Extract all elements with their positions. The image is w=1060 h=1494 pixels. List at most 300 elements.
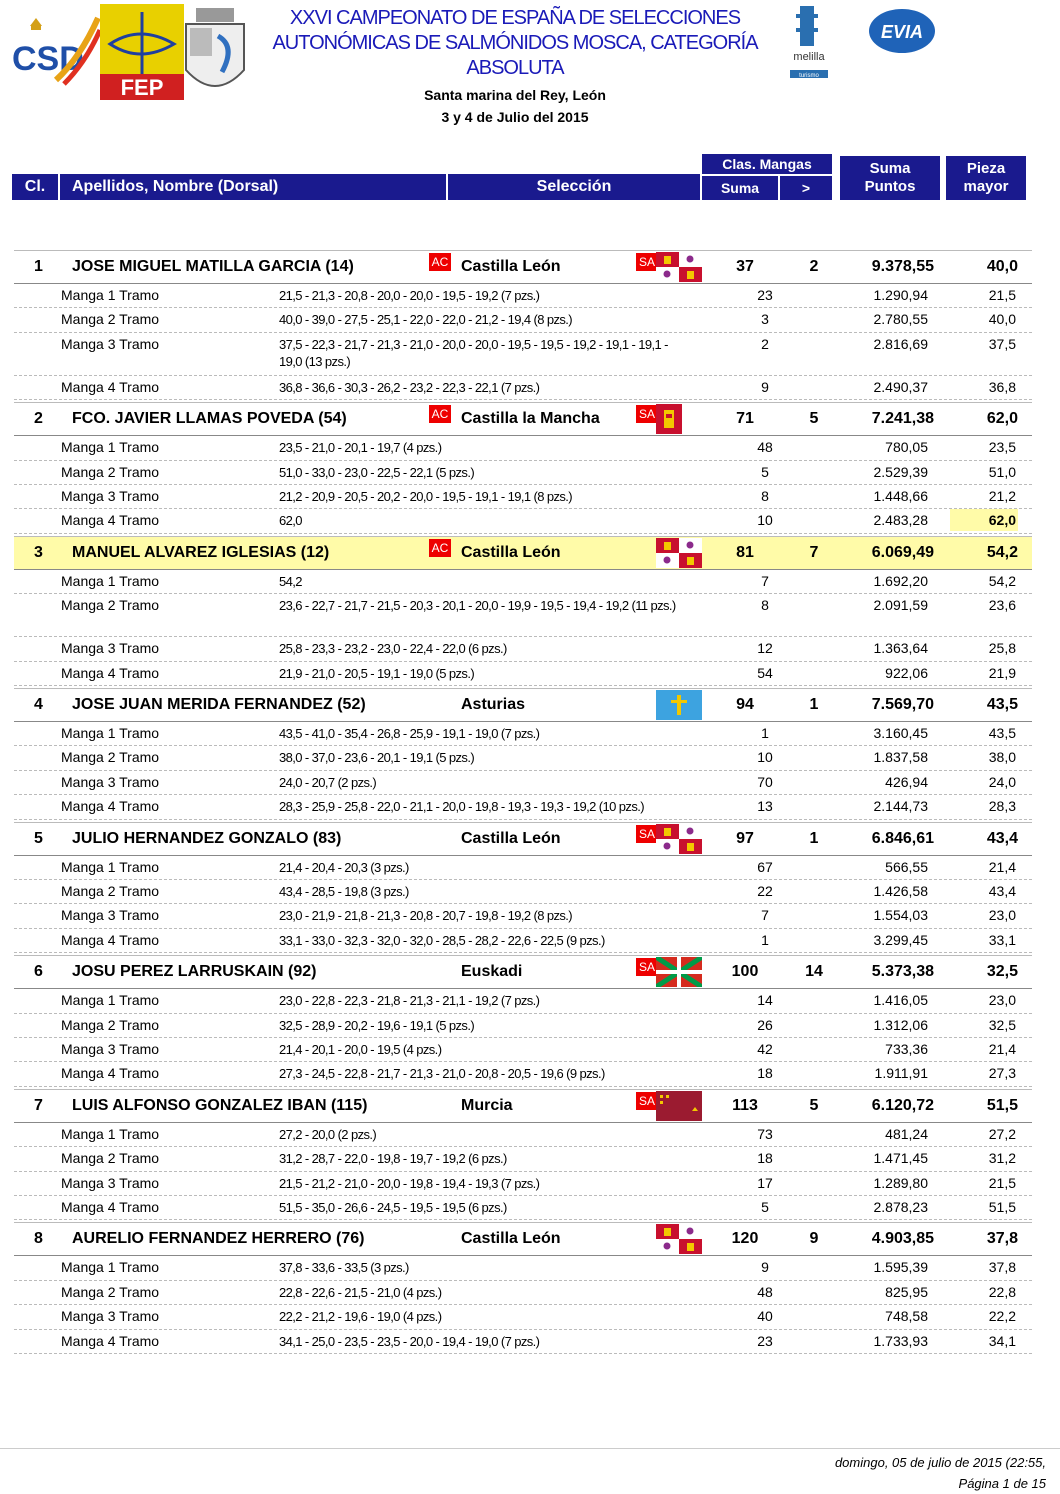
manga-row (14, 436, 1032, 460)
melilla-logo-icon (782, 4, 836, 80)
manga-position: 9 (761, 1259, 769, 1276)
manga-label: Manga 3 Tramo (61, 487, 160, 504)
manga-points: 1.426,58 (873, 882, 928, 899)
manga-pieza: 21,9 (988, 664, 1016, 681)
pieza-mayor: 43,5 (986, 696, 1018, 713)
competitor-block (14, 402, 1032, 534)
svg-text:EVIA: EVIA (880, 22, 924, 42)
competitor-row (14, 822, 1032, 856)
manga-pieza: 33,1 (988, 931, 1016, 948)
column-header (12, 154, 1028, 200)
manga-label: Manga 3 Tramo (61, 1040, 160, 1057)
manga-points: 2.529,39 (873, 463, 928, 480)
manga-label: Manga 4 Tramo (61, 512, 160, 529)
manga-catches: 28,3 - 25,9 - 25,8 - 22,0 - 21,1 - 20,0 - 19,8 - 19,3 - 19,3 - 19,2 (10 pzs.) (279, 799, 644, 815)
manga-row (14, 1256, 1032, 1280)
col-suma: Suma (702, 176, 778, 200)
manga-position: 10 (757, 749, 773, 766)
manga-pieza: 40,0 (988, 311, 1016, 328)
manga-pieza: 51,5 (988, 1198, 1016, 1215)
manga-row (14, 1305, 1032, 1329)
manga-catches: 22,8 - 22,6 - 21,5 - 21,0 (4 pzs.) (279, 1284, 442, 1300)
manga-points: 1.471,45 (873, 1150, 928, 1167)
manga-position: 18 (757, 1150, 773, 1167)
manga-pieza: 38,0 (988, 749, 1016, 766)
manga-points: 566,55 (885, 858, 928, 875)
castilla-leon-flag-icon (656, 538, 702, 568)
manga-points: 1.692,20 (873, 572, 928, 589)
castilla-leon-flag-icon (656, 1224, 702, 1254)
header-logos (10, 2, 250, 102)
competitor-name: JOSE JUAN MERIDA FERNANDEZ (52) (72, 696, 366, 713)
manga-catches: 21,4 - 20,4 - 20,3 (3 pzs.) (279, 859, 409, 875)
svg-text:FEP: FEP (120, 75, 164, 100)
title-block (260, 6, 770, 128)
suma-mangas: 97 (736, 829, 754, 847)
manga-position: 13 (757, 798, 773, 815)
manga-position: 5 (761, 463, 769, 480)
evia-logo-icon (868, 8, 936, 54)
manga-catches: 38,0 - 37,0 - 23,6 - 20,1 - 19,1 (5 pzs.) (279, 750, 475, 766)
mangas-gt: 5 (809, 410, 819, 428)
manga-row (14, 722, 1032, 746)
manga-position: 10 (757, 512, 773, 529)
manga-row (14, 509, 1032, 533)
suma-puntos: 5.373,38 (871, 963, 934, 981)
mangas-gt: 7 (809, 543, 819, 561)
manga-points: 2.878,23 (873, 1198, 928, 1215)
manga-label: Manga 1 Tramo (61, 992, 160, 1009)
col-clas-mangas: Clas. Mangas (702, 154, 832, 174)
manga-position: 42 (757, 1040, 773, 1057)
competitor-name: JULIO HERNANDEZ GONZALO (83) (72, 829, 342, 847)
manga-catches: 21,9 - 21,0 - 20,5 - 19,1 - 19,0 (5 pzs.) (279, 665, 475, 681)
manga-pieza: 21,2 (988, 487, 1016, 504)
manga-catches: 23,5 - 21,0 - 20,1 - 19,7 (4 pzs.) (279, 440, 442, 456)
rank: 8 (34, 1230, 43, 1248)
manga-pieza: 32,5 (988, 1016, 1016, 1033)
svg-text:turismo: turismo (799, 73, 819, 79)
competitor-block (14, 688, 1032, 820)
manga-label: Manga 3 Tramo (61, 1308, 160, 1325)
mangas-gt: 9 (809, 1230, 819, 1248)
sa-badge: SA (636, 405, 658, 423)
manga-points: 2.091,59 (873, 597, 928, 614)
csd-logo-icon (10, 8, 100, 92)
competitor-name: LUIS ALFONSO GONZALEZ IBAN (115) (72, 1096, 368, 1114)
manga-row (14, 284, 1032, 308)
title-line-3: ABSOLUTA (466, 57, 564, 79)
manga-row (14, 746, 1032, 770)
manga-position: 18 (757, 1065, 773, 1082)
manga-label: Manga 1 Tramo (61, 1125, 160, 1142)
suma-puntos: 7.569,70 (871, 696, 934, 713)
seleccion: Castilla León (461, 543, 561, 561)
manga-position: 48 (757, 1283, 773, 1300)
competitor-row (14, 1222, 1032, 1256)
manga-position: 7 (761, 907, 769, 924)
col-name: Apellidos, Nombre (Dorsal) (60, 174, 446, 200)
manga-label: Manga 3 Tramo (61, 1174, 160, 1191)
manga-position: 1 (761, 725, 769, 741)
ac-badge: AC (429, 405, 451, 423)
manga-pieza: 21,5 (988, 1174, 1016, 1191)
manga-row (14, 1147, 1032, 1171)
ac-badge: AC (429, 539, 451, 557)
manga-pieza: 21,4 (988, 858, 1016, 875)
rank: 6 (34, 963, 43, 981)
manga-position: 70 (757, 773, 773, 790)
manga-row (14, 485, 1032, 509)
manga-position: 22 (757, 882, 773, 899)
manga-catches: 25,8 - 23,3 - 23,2 - 23,0 - 22,4 - 22,0 (6 pzs.) (279, 641, 507, 657)
col-suma-puntos-1: Suma (869, 160, 911, 177)
manga-row (14, 1038, 1032, 1062)
manga-position: 67 (757, 858, 773, 875)
title-line-1: XXVI CAMPEONATO DE ESPAÑA DE SELECCIONES (289, 7, 741, 29)
manga-row (14, 1014, 1032, 1038)
competitor-row (14, 402, 1032, 436)
manga-position: 54 (757, 664, 773, 681)
manga-label: Manga 1 Tramo (61, 1259, 160, 1276)
pieza-mayor: 40,0 (986, 258, 1018, 275)
suma-puntos: 6.120,72 (871, 1096, 934, 1114)
manga-position: 3 (761, 311, 769, 328)
manga-row (14, 880, 1032, 904)
manga-row (14, 856, 1032, 880)
manga-row (14, 637, 1032, 661)
manga-catches: 40,0 - 39,0 - 27,5 - 25,1 - 22,0 - 22,0 - 21,2 - 19,4 (8 pzs.) (279, 312, 573, 328)
manga-position: 5 (761, 1198, 769, 1215)
col-pieza-2: mayor (963, 178, 1009, 195)
manga-position: 8 (761, 597, 769, 614)
manga-catches: 32,5 - 28,9 - 20,2 - 19,6 - 19,1 (5 pzs.) (279, 1017, 475, 1033)
suma-puntos: 4.903,85 (871, 1230, 934, 1248)
col-seleccion: Selección (448, 174, 700, 200)
manga-label: Manga 1 Tramo (61, 572, 160, 589)
ac-badge: AC (429, 253, 451, 271)
manga-catches: 23,6 - 22,7 - 21,7 - 21,5 - 20,3 - 20,1 - 20,0 - 19,9 - 19,5 - 19,4 - 19,2 (11 pzs.) (279, 598, 676, 614)
manga-row (14, 376, 1032, 400)
manga-row (14, 1196, 1032, 1220)
manga-pieza: 54,2 (988, 572, 1016, 589)
seleccion: Castilla León (461, 258, 561, 275)
manga-label: Manga 3 Tramo (61, 335, 160, 352)
manga-position: 2 (761, 335, 769, 352)
manga-catches: 24,0 - 20,7 (2 pzs.) (279, 774, 377, 790)
manga-points: 2.483,28 (873, 512, 928, 529)
competitor-row (14, 1089, 1032, 1123)
col-pieza-mayor (946, 156, 1026, 200)
footer-divider (0, 1448, 1060, 1449)
manga-label: Manga 2 Tramo (61, 463, 160, 480)
seleccion: Castilla León (461, 829, 561, 847)
manga-label: Manga 2 Tramo (61, 1150, 160, 1167)
suma-puntos: 6.846,61 (871, 829, 934, 847)
competitor-name: JOSU PEREZ LARRUSKAIN (92) (72, 963, 317, 981)
manga-label: Manga 2 Tramo (61, 1283, 160, 1300)
suma-puntos: 6.069,49 (871, 543, 934, 561)
manga-catches: 37,8 - 33,6 - 33,5 (3 pzs.) (279, 1260, 409, 1276)
manga-points: 3.299,45 (873, 931, 928, 948)
manga-points: 1.733,93 (873, 1332, 928, 1349)
footer-date: domingo, 05 de julio de 2015 (22:55, (834, 1455, 1046, 1470)
competitor-block (14, 1089, 1032, 1221)
suma-mangas: 71 (736, 410, 754, 428)
sa-badge: SA (636, 958, 658, 976)
manga-pieza: 27,2 (988, 1125, 1016, 1142)
manga-position: 48 (757, 439, 773, 456)
manga-pieza: 31,2 (988, 1150, 1016, 1167)
competitor-name: MANUEL ALVAREZ IGLESIAS (12) (72, 543, 330, 561)
competitor-name: JOSE MIGUEL MATILLA GARCIA (14) (72, 258, 354, 275)
manga-pieza: 37,5 (988, 335, 1016, 352)
suma-mangas: 120 (731, 1230, 759, 1248)
manga-pieza: 21,4 (988, 1040, 1016, 1057)
seleccion: Asturias (461, 696, 526, 713)
manga-label: Manga 4 Tramo (61, 378, 160, 395)
manga-position: 23 (757, 287, 773, 303)
manga-position: 12 (757, 640, 773, 657)
manga-row (14, 333, 1032, 376)
seleccion: Castilla León (461, 1230, 561, 1248)
manga-pieza: 43,5 (988, 725, 1016, 741)
col-gt: > (780, 176, 832, 200)
pieza-mayor: 51,5 (986, 1096, 1018, 1114)
manga-points: 426,94 (885, 773, 928, 790)
sa-badge: SA (636, 825, 658, 843)
castilla-leon-flag-icon (656, 824, 702, 854)
manga-pieza: 34,1 (988, 1332, 1016, 1349)
competitor-row (14, 536, 1032, 570)
manga-catches: 21,2 - 20,9 - 20,5 - 20,2 - 20,0 - 19,5 - 19,1 - 19,1 (8 pzs.) (279, 488, 573, 504)
pieza-mayor: 32,5 (986, 963, 1018, 981)
mangas-gt: 5 (809, 1096, 819, 1114)
pieza-mayor: 62,0 (986, 410, 1018, 428)
suma-mangas: 81 (736, 543, 754, 561)
svg-text:melilla: melilla (793, 51, 825, 63)
manga-position: 17 (757, 1174, 773, 1191)
competitor-row (14, 688, 1032, 722)
manga-label: Manga 2 Tramo (61, 1016, 160, 1033)
col-suma-puntos-2: Puntos (864, 178, 916, 195)
manga-row (14, 1330, 1032, 1354)
mangas-gt: 14 (805, 963, 823, 981)
manga-pieza: 62,0 (950, 509, 1018, 531)
manga-catches: 23,0 - 21,9 - 21,8 - 21,3 - 20,8 - 20,7 - 19,8 - 19,2 (8 pzs.) (279, 908, 573, 924)
manga-points: 1.911,91 (874, 1065, 928, 1082)
rank: 5 (34, 829, 43, 847)
sa-badge: SA (636, 1092, 658, 1110)
seleccion: Murcia (461, 1096, 513, 1114)
manga-points: 2.816,69 (873, 335, 928, 352)
competitor-block (14, 955, 1032, 1087)
manga-label: Manga 4 Tramo (61, 664, 160, 681)
manga-label: Manga 4 Tramo (61, 798, 160, 815)
dates: 3 y 4 de Julio del 2015 (441, 109, 589, 125)
manga-position: 40 (757, 1308, 773, 1325)
competitor-row (14, 955, 1032, 989)
manga-points: 1.416,05 (873, 992, 928, 1009)
manga-pieza: 28,3 (988, 798, 1016, 815)
manga-catches: 23,0 - 22,8 - 22,3 - 21,8 - 21,3 - 21,1 - 19,2 (7 pzs.) (279, 993, 540, 1009)
manga-points: 1.363,64 (873, 640, 928, 657)
mangas-gt: 2 (809, 258, 819, 275)
manga-points: 2.490,37 (873, 378, 928, 395)
footer-page: Página 1 de 15 (958, 1476, 1046, 1491)
manga-row (14, 904, 1032, 928)
manga-pieza: 36,8 (988, 378, 1016, 395)
castilla-leon-flag-icon (656, 252, 702, 282)
manga-pieza: 23,6 (988, 597, 1016, 614)
asturias-flag-icon (656, 690, 702, 720)
manga-catches: 51,0 - 33,0 - 23,0 - 22,5 - 22,1 (5 pzs.) (279, 464, 475, 480)
manga-pieza: 25,8 (988, 640, 1016, 657)
manga-pieza: 22,8 (988, 1283, 1016, 1300)
pieza-mayor: 37,8 (986, 1230, 1018, 1248)
manga-catches: 62,0 (279, 513, 302, 529)
manga-label: Manga 3 Tramo (61, 640, 160, 657)
competitor-block (14, 1222, 1032, 1354)
manga-pieza: 51,0 (988, 463, 1016, 480)
suma-mangas: 113 (732, 1096, 758, 1114)
seleccion: Euskadi (461, 963, 523, 981)
footer (835, 1452, 1046, 1494)
manga-catches: 43,5 - 41,0 - 35,4 - 26,8 - 25,9 - 19,1 - 19,0 (7 pzs.) (279, 726, 540, 741)
manga-points: 733,36 (885, 1040, 928, 1057)
manga-pieza: 21,5 (988, 287, 1016, 303)
manga-pieza: 27,3 (988, 1065, 1016, 1082)
suma-mangas: 94 (736, 696, 754, 713)
col-cl: Cl. (12, 174, 58, 200)
manga-points: 1.290,94 (873, 287, 928, 303)
rank: 7 (34, 1096, 43, 1114)
sa-badge: SA (636, 253, 658, 271)
manga-row (14, 1172, 1032, 1196)
manga-label: Manga 1 Tramo (61, 725, 160, 741)
manga-label: Manga 4 Tramo (61, 1198, 160, 1215)
manga-pieza: 23,0 (988, 992, 1016, 1009)
competitor-block (14, 822, 1032, 954)
manga-label: Manga 1 Tramo (61, 858, 160, 875)
competitor-name: FCO. JAVIER LLAMAS POVEDA (54) (72, 410, 347, 428)
manga-points: 825,95 (885, 1283, 928, 1300)
shield-logo-icon (182, 6, 248, 100)
manga-catches: 37,5 - 22,3 - 21,7 - 21,3 - 21,0 - 20,0 - 20,0 - 19,5 - 19,5 - 19,2 - 19,1 - 19,1 - 19,0 (13 pzs.) (279, 336, 668, 369)
competitor-name: AURELIO FERNANDEZ HERRERO (76) (72, 1230, 365, 1248)
manga-label: Manga 3 Tramo (61, 773, 160, 790)
manga-catches: 36,8 - 36,6 - 30,3 - 26,2 - 23,2 - 22,3 - 22,1 (7 pzs.) (279, 379, 540, 395)
manga-row (14, 662, 1032, 686)
manga-points: 1.448,66 (873, 487, 928, 504)
manga-points: 1.837,58 (873, 749, 928, 766)
manga-row (14, 989, 1032, 1013)
manga-catches: 31,2 - 28,7 - 22,0 - 19,8 - 19,7 - 19,2 (6 pzs.) (279, 1151, 507, 1167)
manga-catches: 22,2 - 21,2 - 19,6 - 19,0 (4 pzs.) (279, 1309, 442, 1325)
manga-position: 9 (761, 378, 769, 395)
pieza-mayor: 43,4 (986, 829, 1018, 847)
manga-row (14, 1123, 1032, 1147)
manga-catches: 21,5 - 21,3 - 20,8 - 20,0 - 20,0 - 19,5 - 19,2 (7 pzs.) (279, 288, 540, 303)
manga-catches: 33,1 - 33,0 - 32,3 - 32,0 - 32,0 - 28,5 - 28,2 - 22,6 - 22,5 (9 pzs.) (279, 932, 605, 948)
manga-catches: 27,3 - 24,5 - 22,8 - 21,7 - 21,3 - 21,0 - 20,8 - 20,5 - 19,6 (9 pzs.) (279, 1066, 605, 1082)
manga-label: Manga 3 Tramo (61, 907, 160, 924)
manga-label: Manga 4 Tramo (61, 1065, 160, 1082)
fep-logo-icon (100, 4, 184, 100)
manga-label: Manga 1 Tramo (61, 287, 160, 303)
manga-position: 73 (757, 1125, 773, 1142)
manga-points: 1.289,80 (873, 1174, 928, 1191)
suma-mangas: 100 (731, 963, 759, 981)
manga-label: Manga 2 Tramo (61, 597, 160, 614)
manga-position: 7 (761, 572, 769, 589)
rank: 3 (34, 543, 43, 561)
manga-row (14, 795, 1032, 819)
manga-position: 1 (761, 931, 769, 948)
col-suma-puntos (840, 156, 940, 200)
seleccion: Castilla la Mancha (461, 410, 600, 428)
manga-position: 8 (761, 487, 769, 504)
pieza-mayor: 54,2 (986, 543, 1018, 561)
manga-points: 922,06 (885, 664, 928, 681)
manga-pieza: 43,4 (988, 882, 1016, 899)
manga-label: Manga 1 Tramo (61, 439, 160, 456)
manga-catches: 21,4 - 20,1 - 20,0 - 19,5 (4 pzs.) (279, 1041, 442, 1057)
manga-row (14, 308, 1032, 332)
manga-points: 1.312,06 (873, 1016, 928, 1033)
manga-points: 2.780,55 (873, 311, 928, 328)
manga-points: 1.595,39 (873, 1259, 928, 1276)
manga-pieza: 24,0 (988, 773, 1016, 790)
manga-points: 2.144,73 (873, 798, 928, 815)
competitor-block (14, 250, 1032, 400)
manga-label: Manga 2 Tramo (61, 749, 160, 766)
col-pieza-1: Pieza (966, 160, 1006, 177)
manga-points: 748,58 (885, 1308, 928, 1325)
manga-catches: 21,5 - 21,2 - 21,0 - 20,0 - 19,8 - 19,4 - 19,3 (7 pzs.) (279, 1175, 540, 1191)
suma-puntos: 9.378,55 (871, 258, 934, 275)
manga-position: 26 (757, 1016, 773, 1033)
manga-label: Manga 4 Tramo (61, 931, 160, 948)
manga-catches: 27,2 - 20,0 (2 pzs.) (279, 1126, 377, 1142)
mangas-gt: 1 (809, 829, 819, 847)
manga-row (14, 570, 1032, 594)
mangas-gt: 1 (809, 696, 819, 713)
manga-label: Manga 4 Tramo (61, 1332, 160, 1349)
title-line-2: AUTONÓMICAS DE SALMÓNIDOS MOSCA, CATEGORÍA (272, 32, 758, 54)
manga-position: 23 (757, 1332, 773, 1349)
suma-puntos: 7.241,38 (871, 410, 934, 428)
manga-pieza: 37,8 (988, 1259, 1016, 1276)
manga-points: 3.160,45 (873, 725, 928, 741)
murcia-flag-icon (656, 1091, 702, 1121)
location: Santa marina del Rey, León (424, 87, 606, 103)
manga-catches: 43,4 - 28,5 - 19,8 (3 pzs.) (279, 883, 409, 899)
manga-catches: 54,2 (279, 573, 302, 589)
svg-text:CSD: CSD (12, 40, 84, 78)
manga-row (14, 461, 1032, 485)
euskadi-flag-icon (656, 957, 702, 987)
manga-points: 780,05 (885, 439, 928, 456)
manga-label: Manga 2 Tramo (61, 882, 160, 899)
manga-row (14, 1281, 1032, 1305)
manga-row (14, 594, 1032, 637)
manga-catches: 34,1 - 25,0 - 23,5 - 23,5 - 20,0 - 19,4 - 19,0 (7 pzs.) (279, 1333, 540, 1349)
rank: 1 (34, 258, 43, 275)
rank: 4 (34, 696, 43, 713)
castilla-la-mancha-flag-icon (656, 404, 682, 434)
manga-points: 1.554,03 (873, 907, 928, 924)
